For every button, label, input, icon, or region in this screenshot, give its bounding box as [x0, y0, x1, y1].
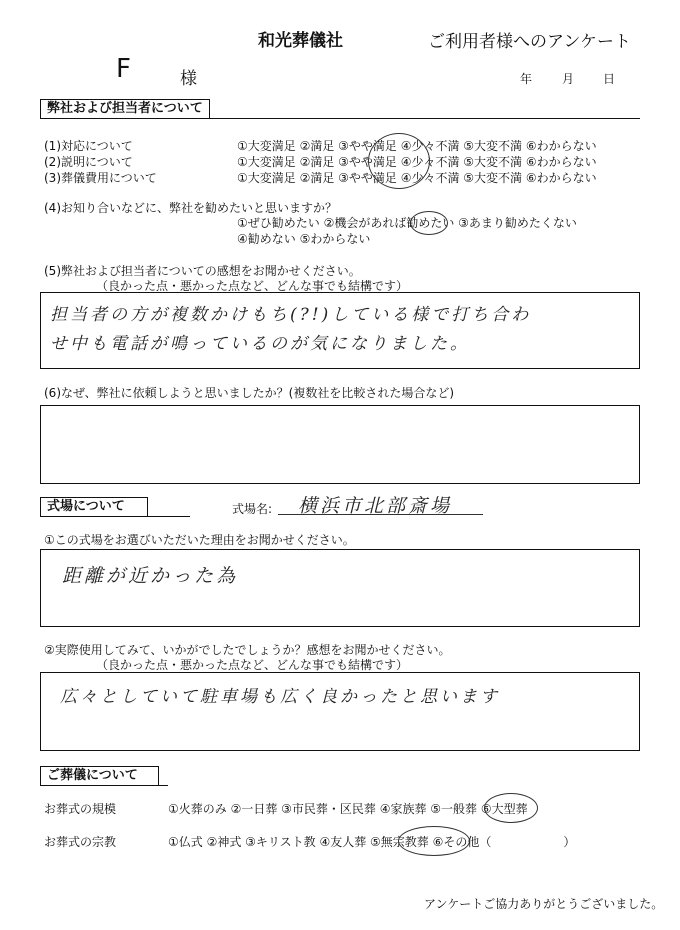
footer-thanks: アンケートご協力ありがとうございました。: [424, 897, 664, 911]
selection-circle: [398, 826, 470, 856]
handwritten-answer: 距離が近かった為: [62, 565, 239, 587]
venue-label: 式場名:: [232, 502, 273, 516]
question-impressions: (5)弊社および担当者についての感想をお聞かせください。: [44, 264, 361, 278]
rating-label-cost: (3)葬儀費用について: [44, 171, 157, 185]
question-reason-chosen: (6)なぜ、弊社に依頼しようと思いましたか？(複数社を比較された場合など): [44, 386, 455, 400]
recommend-options-2: ④勧めない ⑤わからない: [237, 232, 371, 246]
day-label: 日: [603, 72, 616, 86]
handwritten-answer: せ中も電話が鳴っているのが気になりました。: [50, 334, 470, 354]
customer-name: F: [116, 54, 131, 84]
answer-box-reason-chosen[interactable]: [40, 405, 640, 484]
funeral-religion-options: ①仏式 ②神式 ③キリスト教 ④友人葬 ⑤無宗教葬 ⑥その他（ ）: [168, 835, 576, 849]
funeral-religion-label: お葬式の宗教: [44, 835, 117, 849]
funeral-scale-label: お葬式の規模: [44, 802, 117, 816]
rating-options-cost: ①大変満足 ②満足 ③やや満足 ④少々不満 ⑤大変不満 ⑥わからない: [237, 171, 597, 185]
question-note: （良かった点・悪かった点など、どんな事でも結構です）: [96, 279, 409, 293]
rating-label-explanation: (2)説明について: [44, 155, 133, 169]
section-title-funeral: ご葬儀について: [40, 766, 159, 785]
survey-title: ご利用者様へのアンケート: [428, 32, 631, 52]
handwritten-answer: 担当者の方が複数かけもち(?!)している様で打ち合わ: [50, 305, 532, 325]
question-recommend: (4)お知り合いなどに、弊社を勧めたいと思いますか？: [44, 201, 338, 215]
venue-underline: [278, 514, 483, 515]
handwritten-answer: 広々としていて駐車場も広く良かったと思います: [60, 687, 500, 707]
question-venue-impressions: ②実際使用してみて、いかがでしたでしょうか？感想をお聞かせください。: [44, 643, 451, 657]
section-title-company: 弊社および担当者について: [40, 99, 210, 118]
section-divider: [40, 785, 168, 786]
selection-circle: [484, 793, 538, 823]
selection-circle: [410, 211, 448, 235]
month-label: 月: [562, 72, 575, 86]
section-title-venue: 式場について: [40, 497, 148, 516]
recommend-options-1: ①ぜひ勧めたい ②機会があれば勧めたい ③あまり勧めたくない: [237, 216, 577, 230]
section-divider: [40, 118, 640, 119]
year-label: 年: [520, 72, 533, 86]
selection-circle: [368, 133, 430, 189]
rating-options-response: ①大変満足 ②満足 ③やや満足 ④少々不満 ⑤大変不満 ⑥わからない: [237, 139, 597, 153]
question-venue-reason: ①この式場をお選びいただいた理由をお聞かせください。: [44, 533, 355, 547]
section-divider: [40, 516, 190, 517]
funeral-scale-options: ①火葬のみ ②一日葬 ③市民葬・区民葬 ④家族葬 ⑤一般葬 ⑥大型葬: [168, 802, 528, 816]
rating-label-response: (1)対応について: [44, 139, 133, 153]
venue-name: 横浜市北部斎場: [298, 495, 453, 517]
honorific: 様: [180, 69, 197, 89]
rating-options-explanation: ①大変満足 ②満足 ③やや満足 ④少々不満 ⑤大変不満 ⑥わからない: [237, 155, 597, 169]
company-name: 和光葬儀社: [258, 31, 343, 51]
question-note: （良かった点・悪かった点など、どんな事でも結構です）: [96, 658, 409, 672]
